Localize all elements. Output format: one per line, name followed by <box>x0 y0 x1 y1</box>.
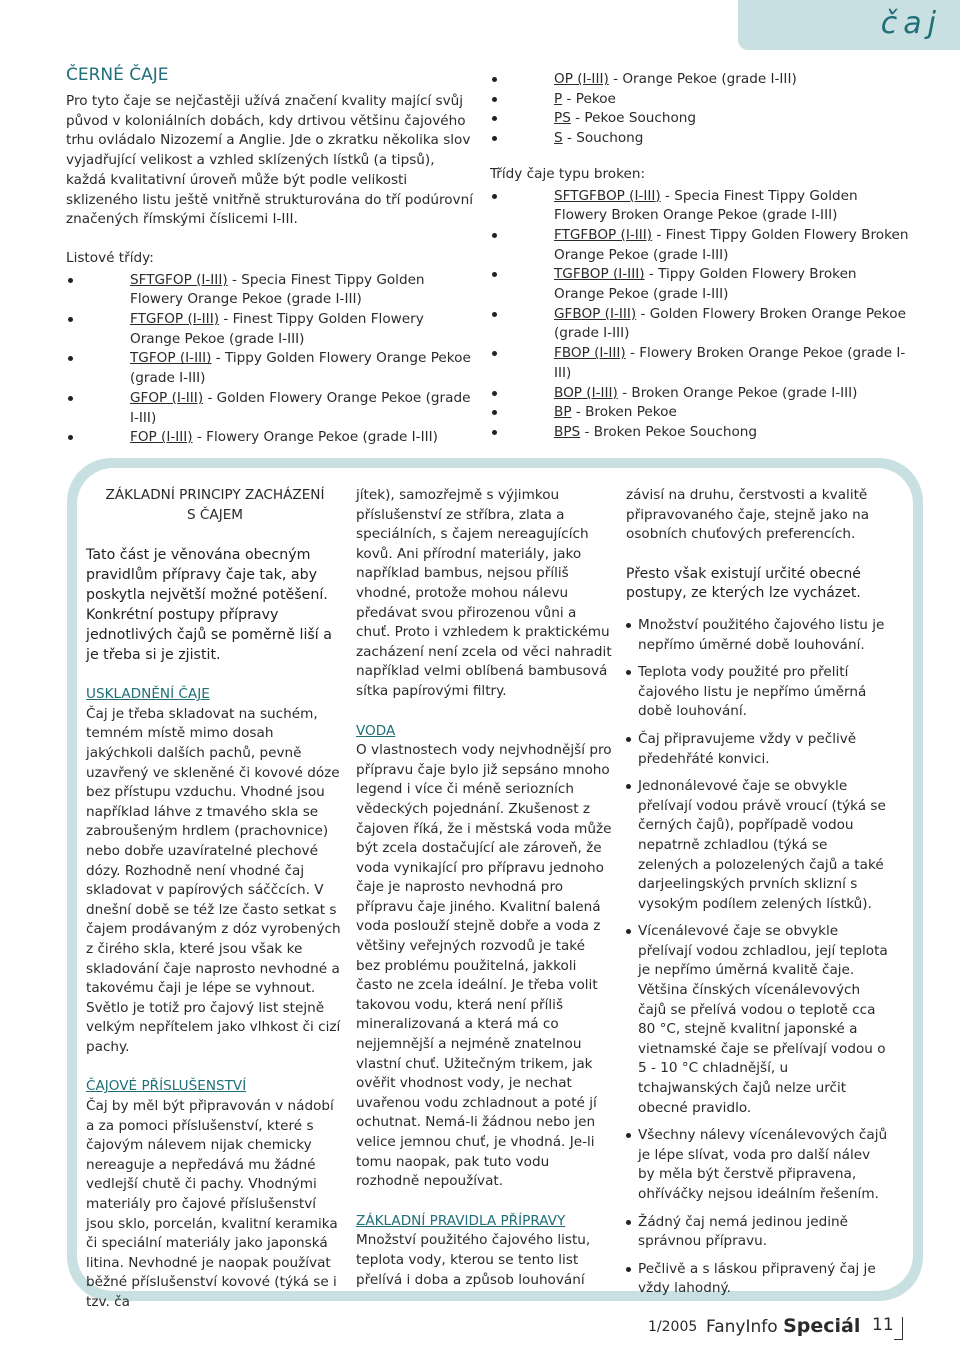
list-item: FTGFBOP (I-III) - Finest Tippy Golden Flowery Broken Orange Pekoe (grade I-III) <box>490 226 910 265</box>
broken-grades-heading: Třídy čaje typu broken: <box>490 165 646 182</box>
section-title: čaj <box>880 6 942 41</box>
page-number: 11 <box>872 1315 894 1335</box>
list-item: Teplota vody použité pro přelití čajového listu je nepřímo úměrná době louhování. <box>626 663 888 722</box>
list-item: P - Pekoe <box>490 90 910 110</box>
list-item: S - Souchong <box>490 129 910 149</box>
section-tab <box>738 0 960 50</box>
magazine-name: FanyInfo Speciál <box>706 1315 861 1337</box>
accessories-title: ČAJOVÉ PŘÍSLUŠENSTVÍ <box>86 1078 247 1095</box>
box-column-1 <box>86 486 344 1313</box>
intro-right-column <box>490 70 910 443</box>
list-item: Čaj připravujeme vždy v pečlivě předehřáté konvici. <box>626 730 888 769</box>
list-item: FBOP (I-III) - Flowery Broken Orange Pekoe (grade I-III) <box>490 344 910 383</box>
storage-title: USKLADNĚNÍ ČAJE <box>86 686 210 703</box>
storage-text: Čaj je třeba skladovat na suchém, temném místě mimo dosah jakýchkoli dalších pachů, pevně uzavřený ve skleněné či kovové dóze bez přístupu vzduchu. Vhodné jsou například láhve z tmavého skla se zabroušeným hrdlem (prachovnice) nebo dobře uzavíratelné plechové dózy. Rozhodně není vhodné čaj skladovat v papírových sáččcích. V dnešní době se též lze často setkat s čajem prodávaným z dóz vyrobených z čirého skla, které jsou však ke skladování čaje naprosto nevhodné a takovému čaji je lépe se vyhnout. Světlo je totiž pro čajový list stejně velkým nepřítelem jako vlhkost či cizí pachy. <box>86 705 341 1055</box>
list-item: Množství použitého čajového listu je nepřímo úměrné době louhování. <box>626 616 888 655</box>
list-item: Vícenálevové čaje se obvykle přelívají vodou zchladlou, její teplota je nepřímo úměrná kvalitě čaje. Většina čínských vícenálevových čajů se přelívá vodou o teplotě cca 80 °C, stejně kvalitní japonské a vietnamské čaje se přelívají vodou o 5 - 10 °C chladnější, u tchajwanských čajů nelze určit obecné pravidlo. <box>626 922 888 1118</box>
accessories-text-continued: jítek), samozřejmě s výjimkou příslušenství ze stříbra, zlata a speciálních, s čajem nereagujících kovů. Ani přírodní materiály, jako například bambus, nejsou příliš vhodné, protože mohou nálevu předávat svou přirozenou vůni a chuť. Proto i vzhledem k praktickému zacházení není zcela od věci nahradit například velmi oblíbená bambusová sítka papírovými filtry. <box>356 487 612 699</box>
list-item: Jednonálevové čaje se obvykle přelívají vodou právě vroucí (týká se černých čajů), popřípadě vodou nepatrně zchladlou (týká se zelených a polozelených čajů a také darjeelingských prvních sklizní s vysokým podílem zelených lístků). <box>626 777 888 914</box>
list-item: FOP (I-III) - Flowery Orange Pekoe (grade I-III) <box>66 428 476 448</box>
leaf-grades-heading: Listové třídy: <box>66 249 154 266</box>
page-heading: ČERNÉ ČAJE <box>66 65 169 85</box>
rules-text: Množství použitého čajového listu, teplota vody, kterou se tento list přelívá i doba a způsob louhování <box>356 1232 591 1288</box>
leaf-grades-list <box>66 271 476 448</box>
rules-text-continued: závisí na druhu, čerstvosti a kvalitě připravovaného čaje, stejně jako na osobních chuťových preferencích. <box>626 487 870 543</box>
list-item: FTGFOP (I-III) - Finest Tippy Golden Flowery Orange Pekoe (grade I-III) <box>66 310 476 349</box>
list-item: BP - Broken Pekoe <box>490 403 910 423</box>
water-title: VODA <box>356 722 396 739</box>
box-column-2 <box>356 486 612 1290</box>
rules-title: ZÁKLADNÍ PRAVIDLA PŘÍPRAVY <box>356 1212 566 1229</box>
leaf-grades-list-continued <box>490 70 910 149</box>
water-text: O vlastnostech vody nejvhodnější pro přípravu čaje bylo již sepsáno mnoho legend i více či méně seriozních vědeckých pojednání. Zkušenost z čajoven říká, že i městská voda může být zcela dostačující ale zároveň, že voda vynikající pro přípravu jednoho čaje je naprosto nevhodná pro přípravu čaje jiného. Kvalitní balená voda poslouží stejně dobře a voda z většiny veřejných rozvodů je také bez problému použitelná, jakkoli často ne zcela ideální. Je třeba volit takovou vodu, která není příliš mineralizovaná a která má co nejjemnější a nejméně znatelnou vlastní chuť. Užitečným trikem, jak ověřit vhodnost vody, je nechat uvařenou vodu zchladnout a poté jí ochutnat. Nemá-li žádnou nebo jen velice jemnou chuť, je vhodná. Je-li tomu naopak, pak tuto vodu rozhodně nepoužívat. <box>356 742 612 1190</box>
box-lead: Tato část je věnována obecným pravidlům přípravy čaje tak, aby poskytla největší možné potěšení. Konkrétní postupy přípravy jednotlivých čajů se poměrně liší a je třeba si je zjistit. <box>86 547 332 664</box>
list-item: SFTGFBOP (I-III) - Specia Finest Tippy Golden Flowery Broken Orange Pekoe (grade I-III) <box>490 187 910 226</box>
list-item: Všechny nálevy vícenálevových čajů je lépe slívat, voda pro další nálev by měla být čerstvě připravena, ohříváčky nejsou ideálním řešením. <box>626 1126 888 1204</box>
box-column-3 <box>626 486 888 1307</box>
page-number-mark <box>894 1317 903 1340</box>
broken-grades-list <box>490 187 910 443</box>
list-item: GFOP (I-III) - Golden Flowery Orange Pekoe (grade I-III) <box>66 389 476 428</box>
list-item: PS - Pekoe Souchong <box>490 109 910 129</box>
accessories-text <box>86 1097 344 1313</box>
tips-list <box>626 616 888 1299</box>
intro-left-column <box>66 62 476 448</box>
list-item: Žádný čaj nemá jedinou jedině správnou přípravu. <box>626 1213 888 1252</box>
issue-number: 1/2005 <box>648 1319 698 1335</box>
accessories-text-part: Čaj by měl být připravován v nádobí a za pomoci příslušenství, které s čajovým nálevem nijak chemicky nereaguje a nepředává mu žádné vedlejší chutě či pachy. Vhodnými materiály pro čajové příslušenství jsou sklo, porcelán, kvalitní keramika či speciální materiály jako japonská litina. Nevhodné je naopak používat běžné příslušenství kovové (týká se i tzv. ča <box>86 1098 338 1310</box>
rules-intro: Přesto však existují určité obecné postupy, ze kterých lze vycházet. <box>626 565 861 602</box>
list-item: BPS - Broken Pekoe Souchong <box>490 423 910 443</box>
box-title: ZÁKLADNÍ PRINCIPY ZACHÁZENÍ S ČAJEM <box>105 487 325 523</box>
list-item: Pečlivě a s láskou připravený čaj je vždy lahodný. <box>626 1260 888 1299</box>
list-item: GFBOP (I-III) - Golden Flowery Broken Orange Pekoe (grade I-III) <box>490 305 910 344</box>
list-item: TGFOP (I-III) - Tippy Golden Flowery Orange Pekoe (grade I-III) <box>66 349 476 388</box>
intro-paragraph: Pro tyto čaje se nejčastěji užívá značení kvality mající svůj původ v koloniálních dobách, kdy drtivou většinu čajového trhu ovládalo Nizozemí a Anglie. Jde o zkratku několika slov vyjadřující velikost a vzhled sklízených lístků (a tipsů), každá kvalitativní úroveň může být podle velikosti sklizeného listu ještě vnitřně strukturována do tří podúrovní značených římskými číslicemi I-III. <box>66 93 473 228</box>
list-item: TGFBOP (I-III) - Tippy Golden Flowery Broken Orange Pekoe (grade I-III) <box>490 265 910 304</box>
list-item: OP (I-III) - Orange Pekoe (grade I-III) <box>490 70 910 90</box>
list-item: SFTGFOP (I-III) - Specia Finest Tippy Golden Flowery Orange Pekoe (grade I-III) <box>66 271 476 310</box>
list-item: BOP (I-III) - Broken Orange Pekoe (grade I-III) <box>490 384 910 404</box>
